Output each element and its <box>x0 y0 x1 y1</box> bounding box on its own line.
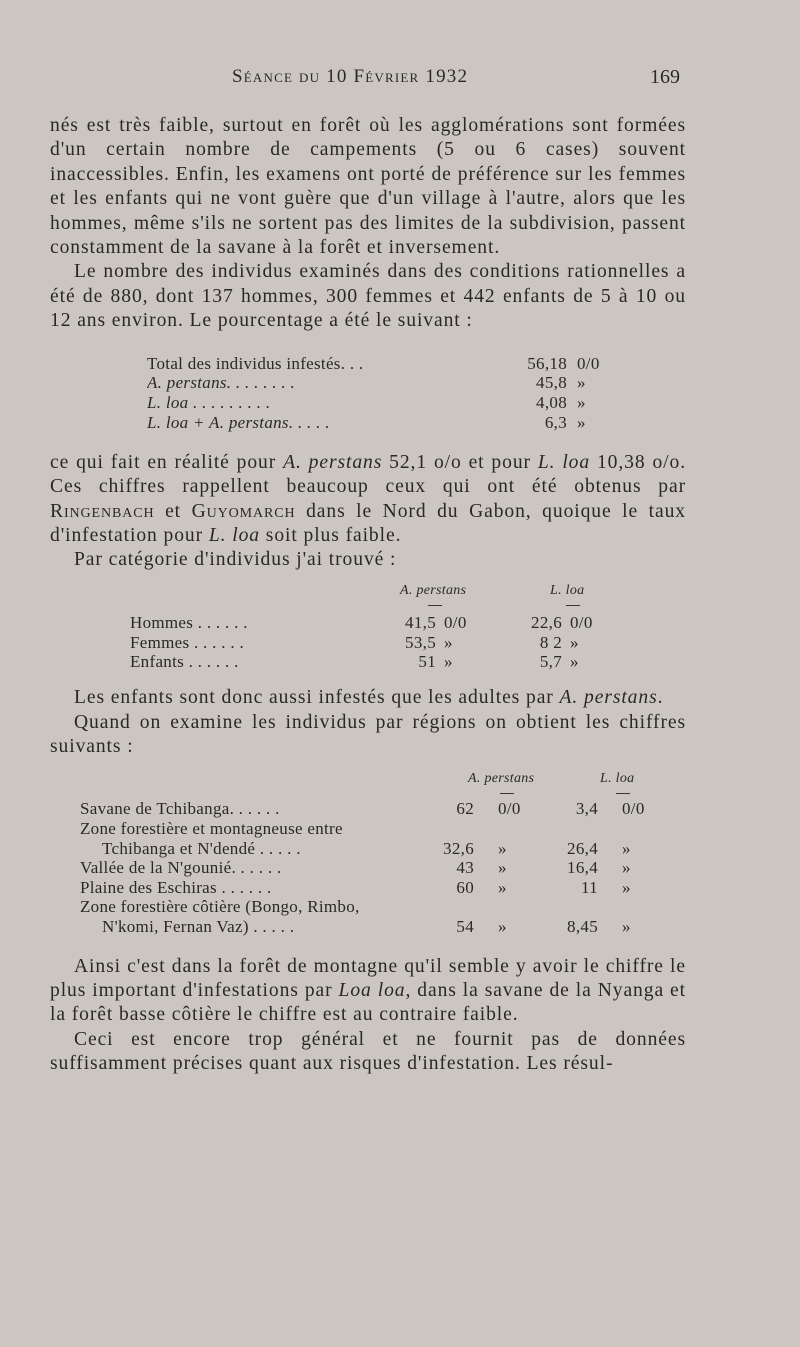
loa-unit: 0/0 <box>622 799 645 819</box>
perstans-value: 60 <box>456 877 474 897</box>
table-row <box>80 917 680 937</box>
loa-unit: 0/0 <box>570 612 593 632</box>
table-header <box>130 581 670 603</box>
table-row <box>130 613 670 633</box>
column-header: L. loa <box>550 582 585 598</box>
row-label: L. loa + A. perstans. . . . . <box>147 413 330 433</box>
table-row <box>80 897 680 917</box>
loa-value: 8 2 <box>539 632 562 652</box>
header-rule <box>130 603 670 613</box>
paragraph-3 <box>50 451 686 549</box>
loa-value: 8,45 <box>567 917 598 937</box>
perstans-value: 43 <box>456 858 474 878</box>
row-label: L. loa . . . . . . . . . <box>147 393 271 413</box>
paragraph-7 <box>50 955 686 1028</box>
text-run: , dans la savane de la Nyanga et la forêt basse côtière le chiffre est au contraire faible. <box>50 980 686 1026</box>
column-dash <box>566 605 580 606</box>
author-name: Guyomarch <box>191 500 296 522</box>
column-dash <box>500 793 514 794</box>
perstans-value: 53,5 <box>405 632 436 652</box>
loa-unit: » <box>622 877 631 897</box>
header-rule <box>80 791 680 799</box>
text-run: 52,1 o/o et pour <box>382 451 538 473</box>
table-row <box>147 354 657 374</box>
row-label: Plaine des Eschiras . . . . . . <box>80 877 272 897</box>
row-label: Total des individus infestés. . . <box>147 353 364 373</box>
table-row <box>147 393 657 413</box>
text-run: Les enfants sont donc aussi infestés que les adultes par <box>74 687 560 709</box>
row-value: 6,3 <box>544 413 567 433</box>
page-header <box>0 66 800 96</box>
perstans-unit: » <box>498 917 507 937</box>
perstans-value: 32,6 <box>443 838 474 858</box>
loa-value: 22,6 <box>531 612 562 632</box>
text-run: et <box>154 500 192 522</box>
row-label: Femmes . . . . . . <box>130 632 245 652</box>
column-dash <box>616 793 630 794</box>
row-label: Tchibanga et N'dendé . . . . . <box>102 838 301 858</box>
column-dash <box>428 605 442 606</box>
loa-value: 26,4 <box>567 838 598 858</box>
perstans-unit: 0/0 <box>498 799 521 819</box>
table-header <box>80 769 680 791</box>
species-name: L. loa <box>208 525 260 547</box>
loa-value: 16,4 <box>567 858 598 878</box>
text-run: soit plus faible. <box>260 525 402 547</box>
species-name: Loa loa <box>338 980 406 1002</box>
text-run: 10,38 o/o. Ces chiffres rappellent beaucoup ceux qui ont été obtenus par <box>50 451 686 498</box>
paragraph-6: Quand on examine les individus par régions on obtient les chiffres suivants : <box>50 711 686 758</box>
loa-unit: » <box>622 838 631 858</box>
row-label: Hommes . . . . . . <box>130 612 248 632</box>
text-run: Ainsi c'est dans la forêt de montagne qu'il semble y avoir le chiffre le plus important d'infestations par <box>50 955 686 1002</box>
table-row <box>80 878 680 898</box>
row-value: 4,08 <box>536 393 567 413</box>
row-unit: » <box>577 393 586 413</box>
species-name: L. loa <box>537 451 591 473</box>
row-value: 56,18 <box>527 353 567 373</box>
text-run: ce qui fait en réalité pour <box>50 451 284 473</box>
totals-table <box>147 354 657 433</box>
running-title: Séance du 10 Février 1932 <box>232 66 469 87</box>
row-value: 45,8 <box>536 373 567 393</box>
perstans-unit: » <box>498 838 507 858</box>
row-label: N'komi, Fernan Vaz) . . . . . <box>102 917 295 937</box>
table-row <box>147 373 657 393</box>
perstans-value: 62 <box>456 799 474 819</box>
loa-value: 3,4 <box>575 799 598 819</box>
table-row <box>80 839 680 859</box>
table-row <box>147 413 657 433</box>
paragraph-4: Par catégorie d'individus j'ai trouvé : <box>74 549 397 571</box>
row-label: Savane de Tchibanga. . . . . . <box>80 799 280 819</box>
table-row <box>80 799 680 819</box>
paragraph-8: Ceci est encore trop général et ne fournit pas de données suffisamment précises quant aux risques d'infestation. Les résul- <box>50 1028 686 1075</box>
perstans-value: 51 <box>418 652 436 672</box>
perstans-value: 41,5 <box>405 612 436 632</box>
loa-unit: » <box>622 917 631 937</box>
paragraph-5 <box>50 686 686 710</box>
table-row <box>80 858 680 878</box>
loa-unit: » <box>570 652 579 672</box>
row-unit: 0/0 <box>577 353 600 373</box>
author-name: Ringenbach <box>50 500 155 522</box>
regions-table <box>80 769 680 936</box>
column-header: A. perstans <box>400 582 467 598</box>
text-run: . <box>657 687 664 709</box>
perstans-value: 54 <box>456 917 474 937</box>
perstans-unit: » <box>444 652 453 672</box>
species-name: A. perstans <box>559 687 658 709</box>
row-unit: » <box>577 413 586 433</box>
category-table <box>130 581 670 672</box>
paragraph-1: nés est très faible, surtout en forêt où les agglomérations sont formées d'un certain nombre de campements (5 ou 6 cases) souvent inaccessibles. Enfin, les examens ont porté de préférence sur les femmes et les enfants qui ne vont guère que d'un village à l'autre, alors que les hommes, même s'ils ne sortent pas des limites de la subdivision, passent constamment de la savane à la forêt et inversement. <box>50 115 686 259</box>
page-body <box>50 114 686 1077</box>
paragraph-2: Le nombre des individus examinés dans des conditions rationnelles a été de 880, dont 137 hommes, 300 femmes et 442 enfants de 5 à 10 ou 12 ans environ. Le pourcentage a été le suivant : <box>50 261 686 332</box>
row-label: Zone forestière et montagneuse entre <box>80 819 343 839</box>
species-name: A. perstans <box>283 451 383 473</box>
table-row <box>130 652 670 672</box>
loa-value: 11 <box>581 877 598 897</box>
row-label: A. perstans. . . . . . . . <box>147 373 296 393</box>
perstans-unit: » <box>498 858 507 878</box>
page-number: 169 <box>650 66 680 88</box>
perstans-unit: 0/0 <box>444 612 467 632</box>
perstans-unit: » <box>498 877 507 897</box>
row-label: Vallée de la N'gounié. . . . . . <box>80 858 282 878</box>
column-header: L. loa <box>600 771 635 787</box>
row-label: Enfants . . . . . . <box>130 652 239 672</box>
loa-unit: » <box>570 632 579 652</box>
perstans-unit: » <box>444 632 453 652</box>
table-row <box>80 819 680 839</box>
row-label: Zone forestière côtière (Bongo, Rimbo, <box>80 897 360 917</box>
table-row <box>130 633 670 653</box>
column-header: A. perstans <box>468 771 535 787</box>
loa-value: 5,7 <box>539 652 562 672</box>
loa-unit: » <box>622 858 631 878</box>
row-unit: » <box>577 373 586 393</box>
text-run: dans le Nord du Gabon, quoique le taux d'infestation pour <box>50 500 686 547</box>
